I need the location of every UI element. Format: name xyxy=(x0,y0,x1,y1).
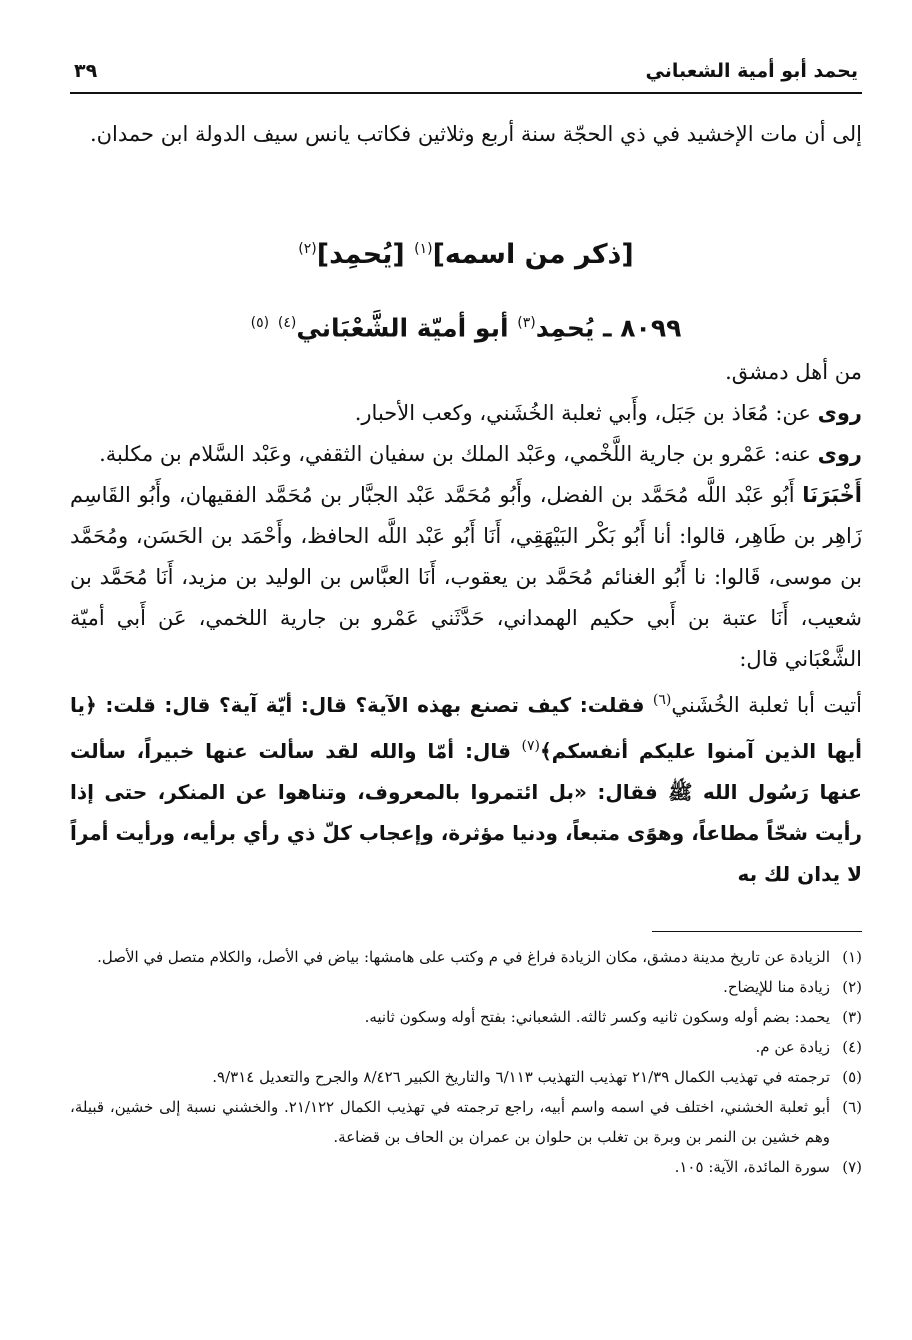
footnote-number: (٣) xyxy=(842,1008,862,1027)
isnad-text: أَبُو عَبْد اللَّه مُحَمَّد بن الفضل، وأَبُو مُحَمَّد عَبْد الجبَّار بن مُحَمَّد الفقيهان، وأَبُو القَاسِم زَاهِر بن طَاهِر، قالوا: أنا أَبُو بَكْر البَيْهَقِي، أَنَا أَبُو عَبْد اللَّه الحافظ، وأَحْمَد بن الحَسَن، ومُحَمَّد بن موسى، قَالوا: نا أَبُو الغنائم مُحَمَّد بن يعقوب، أَنَا العبَّاس بن الوليد بن مزيد، أَنَا مُحَمَّد بن شعيب، أَنَا عتبة بن أَبي حكيم الهمداني، حَدَّثَني عَمْرو بن جارية اللخمي، عَن أَبي أميّة الشَّعْبَاني قال: xyxy=(70,483,862,672)
section-heading xyxy=(70,229,862,275)
footnote-ref-5: (٥) xyxy=(250,315,270,331)
isnad-lead: أَخْبَرَنَا xyxy=(802,483,862,508)
narrated-from-lead: روى xyxy=(817,401,862,426)
footnote-item xyxy=(70,1152,862,1182)
footnote-item xyxy=(70,1062,862,1092)
footnote-text: زيادة منا للإيضاح. xyxy=(723,978,830,997)
footnote-number: (٥) xyxy=(842,1068,862,1087)
hadith-paragraph xyxy=(70,680,862,895)
footnote-ref-2: (٢) xyxy=(298,241,317,257)
section-heading-text-a: [ذكر من اسمه] xyxy=(432,239,634,270)
footnote-item xyxy=(70,972,862,1002)
entry-kunya: أبو أميّة الشَّعْبَاني xyxy=(296,313,509,343)
footnote-number: (٤) xyxy=(842,1038,862,1057)
hadith-part-1: أتيت أبا ثعلبة الخُشَني xyxy=(671,693,862,718)
footnote-item xyxy=(70,1002,862,1032)
footnote-item xyxy=(70,942,862,972)
continuation-paragraph: إلى أن مات الإخشيد في ذي الحجّة سنة أربع وثلاثين فكاتب يانس سيف الدولة ابن حمدان. xyxy=(89,122,862,146)
footnote-ref-3: (٣) xyxy=(517,315,536,331)
entry-number-name: ٨٠٩٩ ـ يُحمِد xyxy=(535,313,682,343)
footnote-text: زيادة عن م. xyxy=(755,1038,830,1057)
book-page xyxy=(70,60,862,1320)
footnote-item xyxy=(70,1032,862,1062)
footnote-text: أبو ثعلبة الخشني، اختلف في اسمه واسم أبيه، راجع ترجمته في تهذيب الكمال ٢١/١٢٢. والخشني نسبة إلى خشين، قبيلة، وهم خشين بن النمر بن وبرة بن تغلب بن حلوان بن عمران بن الحاف بن قضاعة. xyxy=(70,1098,830,1147)
entry-title xyxy=(70,303,862,348)
page-number: ٣٩ xyxy=(74,60,98,82)
footnote-ref-6: (٦) xyxy=(652,692,672,709)
footnote-ref-1: (١) xyxy=(414,241,433,257)
hadith-part-3: قال: أمّا والله لقد سألت عنها خبيراً، سألت عنها رَسُول الله ﷺ فقال: «بل ائتمروا بالمعروف، وتناهوا عن المنكر، حتى إذا رأيت شحّاً مطاعاً، وهوًى متبعاً، ودنيا مؤثرة، وإعجاب كلّ ذي رأي برأيه، ورأيت أمراً لا يدان لك به xyxy=(70,739,862,887)
narrated-from-text: عن: مُعَاذ بن جَبَل، وأَبي ثعلبة الخُشَني، وكعب الأحبار. xyxy=(354,401,811,426)
narrated-by-text: عنه: عَمْرو بن جارية اللَّخْمي، وعَبْد الملك بن سفيان الثقفي، وعَبْد السَّلام بن مكلبة. xyxy=(99,442,811,467)
footnote-ref-4: (٤) xyxy=(277,315,297,331)
footnote-number: (٧) xyxy=(842,1158,862,1177)
footnote-text: ترجمته في تهذيب الكمال ٢١/٣٩ تهذيب التهذيب ٦/١١٣ والتاريخ الكبير ٨/٤٢٦ والجرح والتعديل ٩/٣١٤. xyxy=(212,1068,830,1087)
footnote-number: (٦) xyxy=(842,1098,862,1117)
footnote-divider xyxy=(652,931,862,932)
footnote-number: (٢) xyxy=(842,978,862,997)
footnote-text: يحمد: بضم أوله وسكون ثانيه وكسر ثالثه. الشعباني: بفتح أوله وسكون ثانيه. xyxy=(364,1008,830,1027)
footnotes-list xyxy=(70,942,862,1182)
footnote-number: (١) xyxy=(842,948,862,967)
section-heading-text-b: [يُحمِد] xyxy=(316,239,405,270)
running-title: يحمد أبو أمية الشعباني xyxy=(645,60,858,82)
narrated-from-paragraph xyxy=(70,393,862,434)
isnad-paragraph xyxy=(70,475,862,680)
narrated-by-lead: روى xyxy=(817,442,862,467)
hadith-part-2: فقلت: كيف تصنع بهذه الآية؟ قال: أيّة آية؟ قال: قلت: ﴿يا أيها الذين آمنوا عليكم أنفسكم﴾ xyxy=(70,693,862,764)
origin-paragraph: من أهل دمشق. xyxy=(725,360,862,385)
running-header xyxy=(70,60,862,94)
footnote-text: سورة المائدة، الآية: ١٠٥. xyxy=(674,1158,830,1177)
footnote-item xyxy=(70,1092,862,1152)
narrated-by-paragraph xyxy=(70,434,862,475)
footnote-ref-7: (٧) xyxy=(521,738,540,755)
footnote-text: الزيادة عن تاريخ مدينة دمشق، مكان الزيادة فراغ في م وكتب على هامشها: بياض في الأصل، والكلام متصل في الأصل. xyxy=(97,948,830,967)
